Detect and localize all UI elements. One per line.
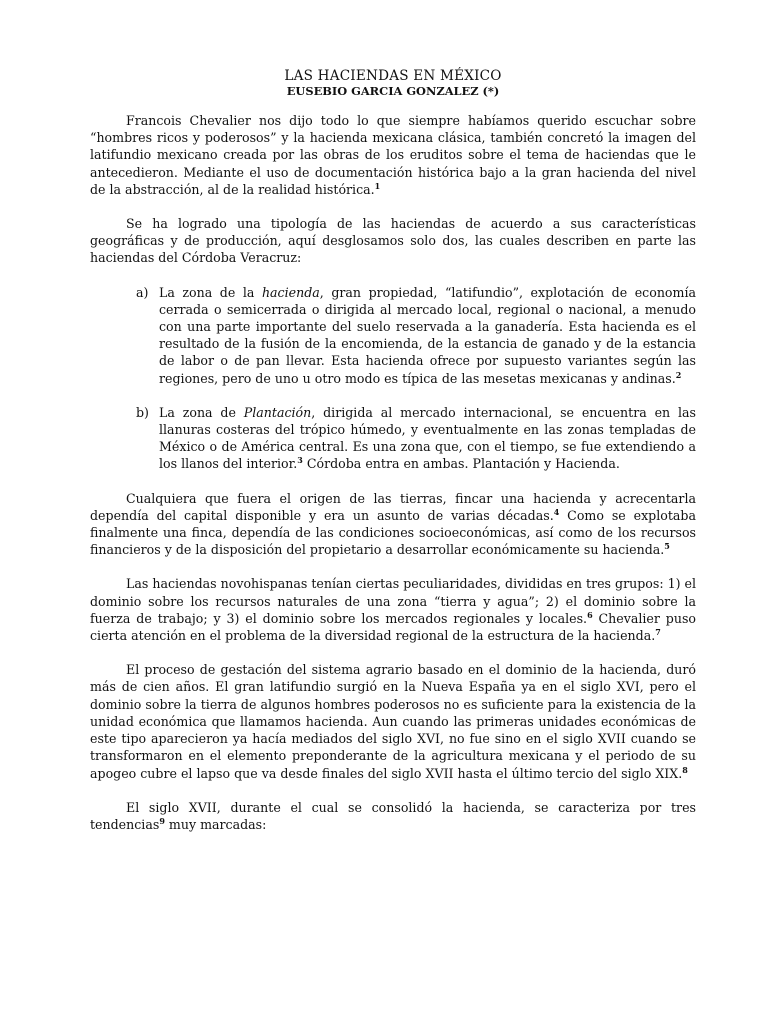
list-item — [136, 284, 696, 387]
list-item-text: La zona de Plantación, dirigida al mercado internacional, se encuentra en las llanuras costeras del trópico húmedo, y eventualmente en las zonas templadas de México o de América central. Es una zona que, con el tiempo, se fue extendiendo a los llanos del interior.$^3$ Córdoba entra en ambas. Plantación y Hacienda. — [159, 404, 696, 472]
footnote-ref[interactable]: 5 — [664, 541, 670, 552]
document-page — [90, 68, 696, 833]
footnote-ref[interactable]: 6 — [587, 609, 593, 620]
paragraph: Cualquiera que fuera el origen de las tierras, fincar una hacienda y acrecentarla dependía del capital disponible y era un asunto de varias décadas.$^4$ Como se explotaba finalmente una finca, dependía de las condiciones socioeconómicas, así como de los recursos financieros y de la disposición del propietario a desarrollar económicamente su hacienda.$^5$ — [90, 490, 696, 558]
paragraph: Las haciendas novohispanas tenían ciertas peculiaridades, divididas en tres grupos: 1) el dominio sobre los recursos naturales de una zona “tierra y agua”; 2) el dominio sobre la fuerza de trabajo; y 3) el dominio sobre los mercados regionales y locales.$^6$ Chevalier puso cierta atención en el problema de la diversidad regional de la estructura de la hacienda.$^7$ — [90, 576, 696, 644]
paragraph: El siglo XVII, durante el cual se consolidó la hacienda, se caracteriza por tres tendencias$^9$ muy marcadas: — [90, 799, 696, 832]
footnote-ref[interactable]: 4 — [553, 506, 560, 517]
footnote-ref[interactable]: 2 — [675, 369, 682, 380]
footnote-ref[interactable]: 9 — [159, 815, 165, 826]
footnote-ref[interactable]: 8 — [682, 764, 688, 775]
list-item-text: La zona de la hacienda, gran propiedad, “latifundio”, explotación de economía cerrada o semicerrada o dirigida al mercado local, regional o nacional, a menudo con una parte importante del suelo reservada a la ganadería. Esta hacienda es el resultado de la fusión de la encomienda, de la estancia de ganado y de la estancia de labor o de pan llevar. Esta hacienda ofrece por supuesto variantes según las regiones, pero de uno u otro modo es típica de las mesetas mexicanas y andinas.$^2$ — [159, 284, 696, 386]
author-line: EUSEBIO GARCIA GONZALEZ (*) — [286, 84, 500, 98]
paragraph: El proceso de gestación del sistema agrario basado en el dominio de la hacienda, duró más de cien años. El gran latifundio surgió en la Nueva España ya en el siglo XVI, pero el dominio sobre la tierra de algunos hombres poderosos no es suficiente para la existencia de la unidad económica que llamamos hacienda. Aun cuando las primeras unidades económicas de este tipo aparecieron ya hacía mediados del siglo XVI, no fue sino en el siglo XVII cuando se transformaron en el elemento preponderante de la agricultura mexicana y el periodo de su apogeo cubre el lapso que va desde finales del siglo XVII hasta el último tercio del siglo XIX.$^8$ — [90, 662, 696, 781]
emphasis: hacienda — [261, 284, 320, 300]
footnote-ref[interactable]: 3 — [297, 455, 303, 466]
paragraph: Francois Chevalier nos dijo todo lo que siempre habíamos querido escuchar sobre “hombres ricos y poderosos” y la hacienda mexicana clásica, también concretó la imagen del latifundio mexicano creada por las obras de los eruditos sobre el tema de haciendas que le antecedieron. Mediante el uso de documentación histórica bajo a la gran hacienda del nivel de la abstracción, al de la realidad histórica.$^1$ — [90, 113, 696, 197]
footnote-ref[interactable]: 1 — [374, 180, 381, 191]
paragraph: Se ha logrado una tipología de las haciendas de acuerdo a sus características geográficas y de producción, aquí desglosamos solo dos, las cuales describen en parte las haciendas del Córdoba Veracruz: — [90, 216, 696, 266]
list-item — [136, 404, 696, 473]
list-marker: b) — [136, 404, 149, 420]
document-title: LAS HACIENDAS EN MÉXICO — [284, 68, 502, 84]
emphasis: Plantación — [243, 404, 312, 420]
footnote-ref[interactable]: 7 — [655, 627, 661, 638]
list-marker: a) — [136, 284, 149, 300]
